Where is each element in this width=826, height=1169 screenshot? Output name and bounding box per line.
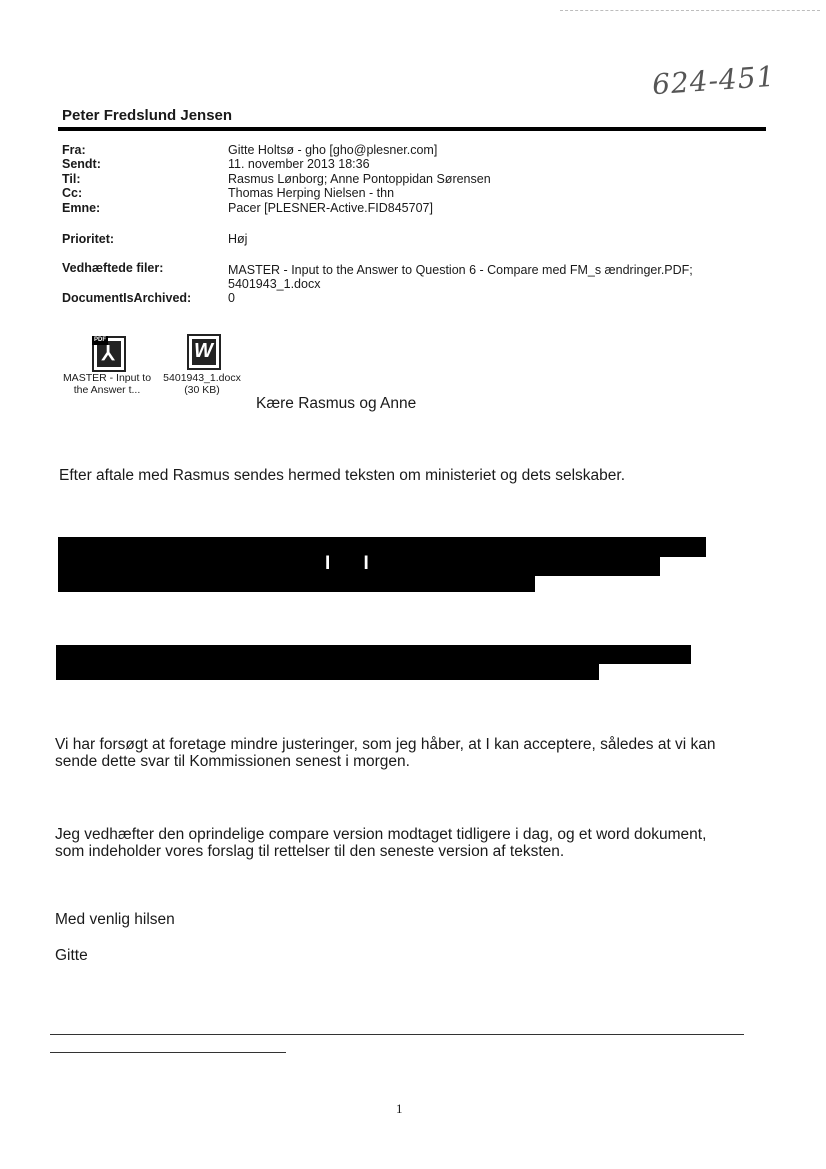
archived-label: DocumentIsArchived:: [62, 291, 192, 305]
priority-label: Prioritet:: [62, 232, 115, 246]
sent-label: Sendt:: [62, 157, 101, 171]
pdf-attachment-caption[interactable]: [52, 372, 162, 396]
mailbox-owner-name: Peter Fredslund Jensen: [62, 107, 233, 124]
pdf-glyph: ⅄: [102, 343, 115, 365]
signature: Gitte: [55, 947, 88, 964]
word-glyph: W: [194, 340, 213, 362]
pdf-attachment-name-line2: the Answer t...: [73, 384, 141, 396]
redaction-bar: [58, 574, 535, 592]
redaction-marks: I I: [325, 553, 383, 574]
subject-label: Emne:: [62, 201, 101, 215]
pdf-badge: PDF: [94, 337, 106, 343]
attachments-value-line2: 5401943_1.docx: [228, 277, 321, 291]
paragraph-3-line2: som indeholder vores forslag til rettelser til den seneste version af teksten.: [55, 843, 565, 860]
pdf-attachment-name-line1: MASTER - Input to: [62, 372, 152, 384]
archived-value: 0: [228, 291, 235, 305]
handwritten-reference: 624-451: [650, 59, 777, 102]
subject-value: Pacer [PLESNER-Active.FID845707]: [228, 201, 433, 215]
attachments-value-line1: MASTER - Input to the Answer to Question 6 - Compare med FM_s ændringer.PDF;: [228, 263, 693, 277]
paragraph-1: Efter aftale med Rasmus sendes hermed teksten om ministeriet og dets selskaber.: [59, 467, 626, 484]
pdf-file-icon[interactable]: [92, 336, 126, 372]
header-divider: [58, 127, 766, 131]
cc-label: Cc:: [62, 186, 83, 200]
greeting: Kære Rasmus og Anne: [256, 395, 417, 412]
sent-value: 11. november 2013 18:36: [228, 157, 370, 171]
word-file-icon[interactable]: [187, 334, 221, 370]
footer-rule: [50, 1034, 744, 1035]
footer-rule-short: [50, 1052, 286, 1053]
paragraph-2-line2: sende dette svar til Kommissionen senest i morgen.: [55, 753, 410, 770]
scan-top-rule: [560, 10, 820, 11]
paragraph-3-line1: Jeg vedhæfter den oprindelige compare version modtaget tidligere i dag, og et word dokument,: [55, 826, 707, 843]
closing: Med venlig hilsen: [55, 911, 175, 928]
word-attachment-caption[interactable]: [147, 372, 257, 396]
redaction-bar: [56, 662, 599, 680]
to-value: Rasmus Lønborg; Anne Pontoppidan Sørensen: [228, 172, 491, 186]
attachments-label: Vedhæftede filer:: [62, 261, 164, 275]
cc-value: Thomas Herping Nielsen - thn: [228, 186, 395, 200]
word-attachment-size: (30 KB): [184, 384, 220, 396]
from-value: Gitte Holtsø - gho [gho@plesner.com]: [228, 143, 438, 157]
paragraph-2-line1: Vi har forsøgt at foretage mindre justeringer, som jeg håber, at I kan acceptere, således at vi kan: [55, 736, 716, 753]
priority-value: Høj: [228, 232, 248, 246]
to-label: Til:: [62, 172, 81, 186]
page-number: 1: [396, 1101, 403, 1116]
word-attachment-name: 5401943_1.docx: [163, 372, 241, 384]
from-label: Fra:: [62, 143, 86, 157]
